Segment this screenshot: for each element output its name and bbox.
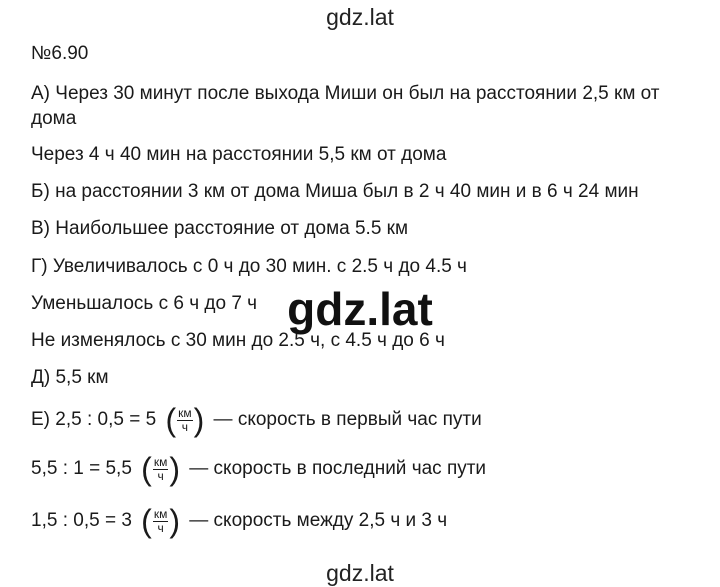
answer-b: Б) на расстоянии 3 км от дома Миша был в 2 ч 40 мин и в 6 ч 24 мин <box>31 181 639 202</box>
answer-a-line-3: Через 4 ч 40 мин на расстоянии 5,5 км от дома <box>31 144 447 165</box>
answer-v: В) Наибольшее расстояние от дома 5.5 км <box>31 218 409 239</box>
answer-g-line-1: Г) Увеличивалось с 0 ч до 30 мин. с 2.5 ч до 4.5 ч <box>31 256 467 277</box>
task-number: №6.90 <box>31 43 89 64</box>
speed-description: — скорость в последний час пути <box>189 458 487 480</box>
unit-fraction: ( $\frac{км}{ч}$ ) <box>165 402 205 438</box>
unit-fraction: ( $\frac{км}{ч}$ ) <box>141 451 180 487</box>
speed-line-1 <box>31 404 482 436</box>
unit-numerator: км <box>178 405 192 420</box>
watermark-middle: gdz.lat <box>287 283 433 335</box>
unit-fraction: ( $\frac{км}{ч}$ ) <box>141 503 180 539</box>
watermark-bottom: gdz.lat <box>326 560 394 586</box>
speed-description: — скорость между 2,5 ч и 3 ч <box>189 510 448 532</box>
answer-a-line-1: А) Через 30 минут после выхода Миши он был на расстоянии 2,5 км от <box>31 83 660 104</box>
speed-line-3 <box>31 505 447 537</box>
unit-numerator: км <box>153 506 168 521</box>
unit-denominator: ч <box>157 468 164 483</box>
unit-numerator: км <box>153 454 168 469</box>
speed-line-2 <box>31 453 486 485</box>
unit-denominator: ч <box>181 419 188 434</box>
speed-expression: Е) 2,5 : 0,5 = 5 <box>31 409 157 431</box>
answer-g-line-3: Не изменялось с 30 мин до 2.5 ч, с 4.5 ч до 6 ч <box>31 330 445 351</box>
unit-denominator: ч <box>157 520 164 535</box>
answer-a-line-2: дома <box>31 108 77 129</box>
speed-expression: 1,5 : 0,5 = 3 <box>31 510 132 532</box>
speed-description: — скорость в первый час пути <box>213 409 482 431</box>
watermark-top: gdz.lat <box>326 4 394 30</box>
answer-d: Д) 5,5 км <box>31 367 109 388</box>
speed-expression: 5,5 : 1 = 5,5 <box>31 458 132 480</box>
answer-g-line-2: Уменьшалось с 6 ч до 7 ч <box>31 293 258 314</box>
